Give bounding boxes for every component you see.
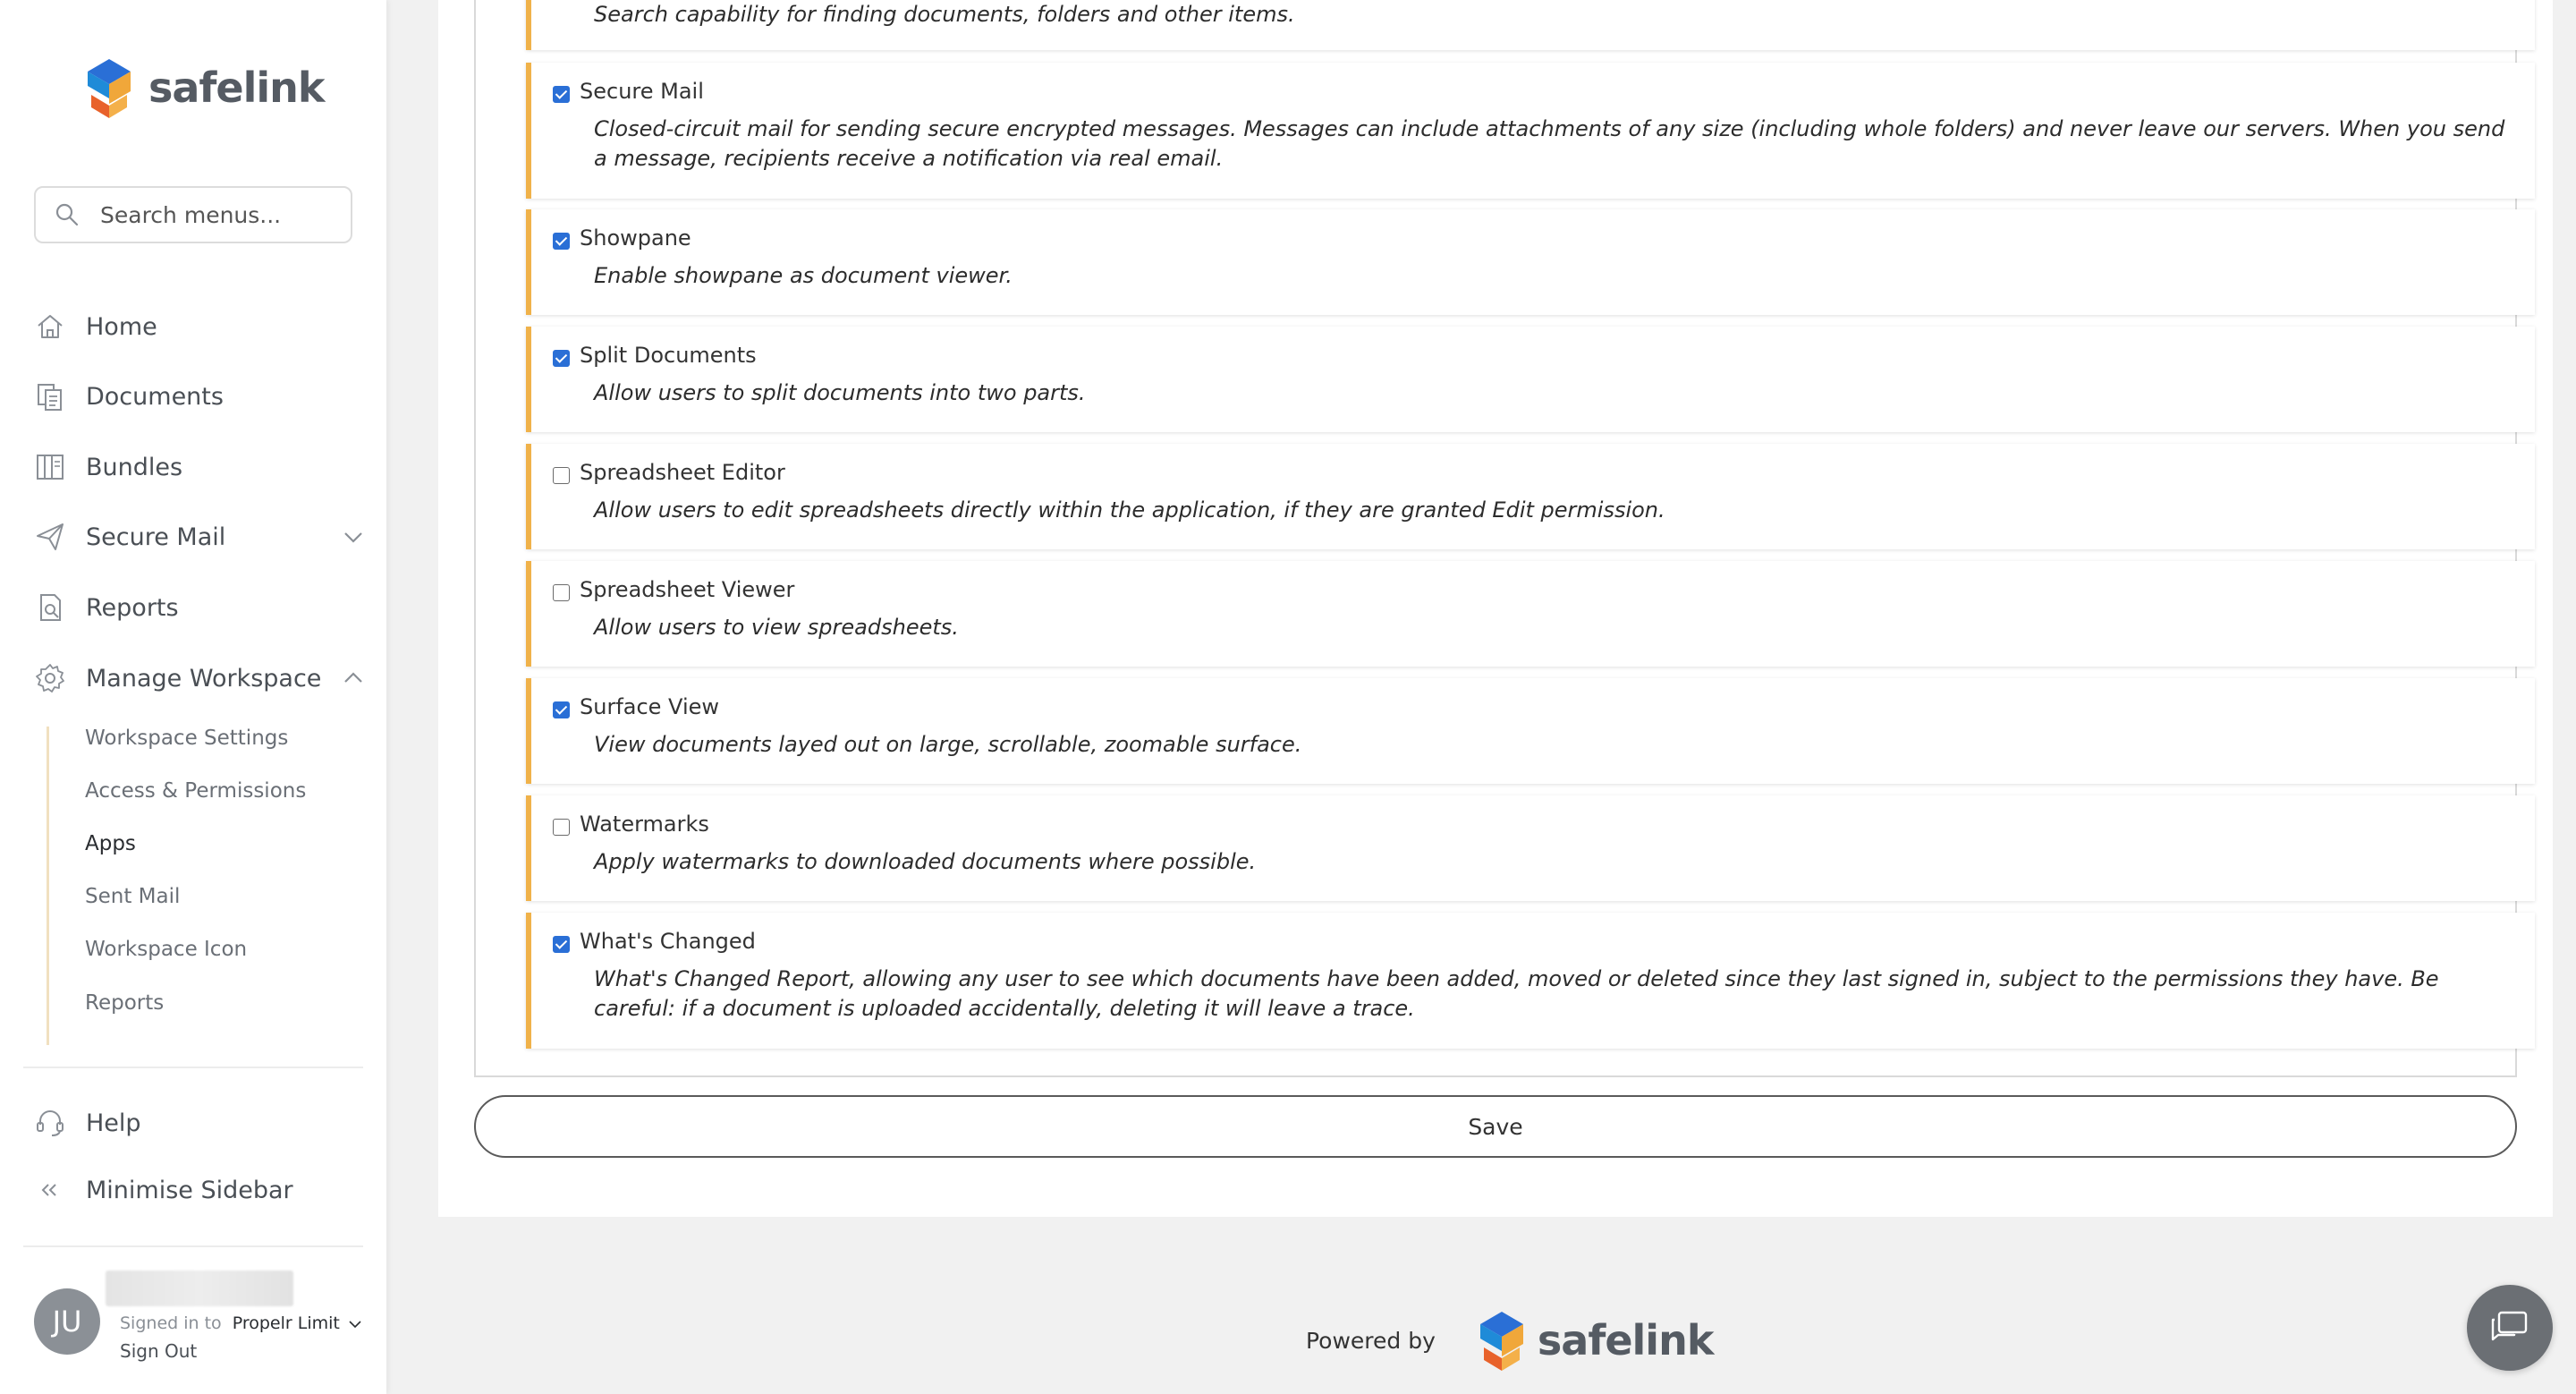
subnav-reports[interactable]: Reports: [85, 991, 165, 1015]
app-checkbox[interactable]: [553, 936, 570, 953]
gear-icon: [34, 662, 66, 694]
chevron-down-icon[interactable]: [347, 1316, 363, 1332]
app-row-whats-changed: [526, 913, 2535, 1049]
search-menus[interactable]: [34, 186, 352, 243]
minimise-sidebar[interactable]: [34, 1168, 365, 1212]
app-row-secure-mail: [526, 63, 2535, 199]
signed-in-info: [120, 1313, 363, 1333]
safelink-logo-icon: [82, 55, 140, 120]
bundles-icon: [34, 451, 66, 483]
redacted-username: [106, 1271, 293, 1306]
sign-out-link[interactable]: Sign Out: [120, 1340, 198, 1362]
app-row-spreadsheet-viewer: [526, 561, 2535, 667]
app-description: Enable showpane as document viewer.: [594, 263, 1013, 288]
apps-list: [474, 0, 2517, 1077]
app-description: Search capability for finding documents, folders and other items.: [594, 2, 1295, 27]
app-checkbox[interactable]: [553, 584, 570, 601]
app-name: Surface View: [580, 694, 720, 719]
app-row-surface-view: [526, 678, 2535, 784]
subnav-apps[interactable]: Apps: [85, 832, 136, 855]
app-description: Apply watermarks to downloaded documents where possible.: [594, 849, 1257, 874]
app-description: Allow users to split documents into two parts.: [594, 380, 1086, 405]
app-row-split-documents: [526, 327, 2535, 432]
sidebar-divider: [23, 1067, 363, 1068]
search-icon: [54, 201, 80, 228]
app-name: Spreadsheet Viewer: [580, 577, 795, 602]
safelink-logo[interactable]: [82, 55, 325, 120]
nav-home-label: Home: [86, 312, 157, 341]
nav-reports[interactable]: [34, 585, 365, 630]
nav-manage-workspace-label: Manage Workspace: [86, 664, 322, 693]
app-checkbox[interactable]: [553, 701, 570, 718]
footer-logo-wordmark: safelink: [1537, 1316, 1714, 1364]
safelink-logo-icon: [1475, 1308, 1532, 1373]
reports-icon: [34, 591, 66, 624]
footer-logo[interactable]: [1475, 1308, 1714, 1373]
nav-bundles[interactable]: [34, 445, 365, 489]
app-name: Split Documents: [580, 343, 757, 368]
chat-icon: [2487, 1305, 2532, 1350]
app-checkbox[interactable]: [553, 86, 570, 103]
apps-panel: [438, 0, 2553, 1217]
app-description: Closed-circuit mail for sending secure encrypted messages. Messages can include attachments of any size (including whole folders) and never leave our servers. When you send a message, recipients receive a notification via real email.: [594, 116, 2505, 171]
app-description: Allow users to view spreadsheets.: [594, 615, 959, 640]
app-name: Spreadsheet Editor: [580, 460, 785, 485]
chat-button[interactable]: [2467, 1285, 2553, 1371]
app-checkbox[interactable]: [553, 819, 570, 836]
nav-help-label: Help: [86, 1109, 141, 1137]
nav-secure-mail-label: Secure Mail: [86, 523, 226, 551]
nav-home[interactable]: [34, 304, 365, 349]
app-name: Showpane: [580, 225, 691, 251]
app-checkbox[interactable]: [553, 233, 570, 250]
send-icon: [34, 521, 66, 553]
documents-icon: [34, 380, 66, 412]
app-description: What's Changed Report, allowing any user to see which documents have been added, moved or deleted since they last signed in, subject to the permissions they have. Be careful: if a document is uploaded accidentally, deleting it will leave a trace.: [594, 966, 2439, 1021]
subnav-workspace-icon[interactable]: Workspace Icon: [85, 938, 248, 961]
save-button[interactable]: Save: [474, 1095, 2517, 1158]
nav-bundles-label: Bundles: [86, 453, 183, 481]
app-description: View documents layed out on large, scrollable, zoomable surface.: [594, 732, 1302, 757]
sidebar-divider-bottom: [23, 1245, 363, 1247]
app-name: What's Changed: [580, 929, 756, 954]
home-icon: [34, 310, 66, 343]
double-chevron-left-icon: [34, 1174, 66, 1206]
chevron-up-icon[interactable]: [342, 667, 365, 690]
subnav-workspace-settings[interactable]: Workspace Settings: [85, 727, 289, 750]
app-description: Allow users to edit spreadsheets directly within the application, if they are granted Edit permission.: [594, 497, 1665, 523]
app-row-watermarks: [526, 795, 2535, 901]
app-row-showpane: [526, 209, 2535, 315]
nav-secure-mail[interactable]: [34, 514, 365, 559]
manage-workspace-subnav: [47, 727, 315, 1045]
nav-manage-workspace[interactable]: [34, 656, 365, 701]
logo-wordmark: safelink: [148, 64, 325, 112]
workspace-switcher[interactable]: Propelr Limit: [232, 1313, 340, 1333]
powered-by-label: Powered by: [1306, 1327, 1436, 1354]
avatar[interactable]: JU: [34, 1288, 100, 1355]
app-row-search: [526, 0, 2535, 50]
minimise-sidebar-label: Minimise Sidebar: [86, 1176, 293, 1204]
nav-reports-label: Reports: [86, 593, 179, 622]
app-row-spreadsheet-editor: [526, 444, 2535, 549]
app-checkbox[interactable]: [553, 467, 570, 484]
sidebar: [0, 0, 386, 1394]
chevron-down-icon[interactable]: [342, 525, 365, 548]
app-checkbox[interactable]: [553, 350, 570, 367]
search-input[interactable]: [100, 202, 342, 228]
signed-in-prefix: Signed in to: [120, 1313, 222, 1333]
subnav-access-permissions[interactable]: Access & Permissions: [85, 779, 307, 803]
nav-documents[interactable]: [34, 374, 365, 419]
nav-documents-label: Documents: [86, 382, 224, 411]
nav-help[interactable]: [34, 1101, 365, 1145]
app-name: Watermarks: [580, 812, 709, 837]
powered-by: [1306, 1308, 1713, 1373]
headset-icon: [34, 1107, 66, 1139]
app-name: Secure Mail: [580, 79, 704, 104]
subnav-sent-mail[interactable]: Sent Mail: [85, 885, 181, 908]
